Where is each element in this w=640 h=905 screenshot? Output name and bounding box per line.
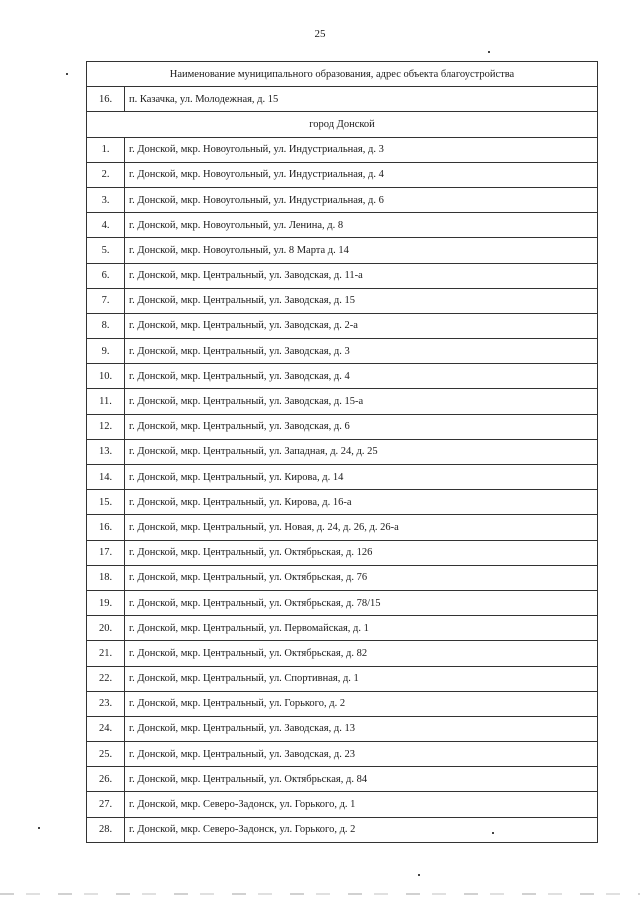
row-number: 20. (87, 616, 125, 641)
table-row (87, 389, 598, 414)
row-number: 9. (87, 339, 125, 364)
row-number: 21. (87, 641, 125, 666)
row-address: г. Донской, мкр. Центральный, ул. Заводская, д. 3 (125, 339, 598, 364)
table-header-row (87, 62, 598, 87)
row-address: г. Донской, мкр. Центральный, ул. Горького, д. 2 (125, 691, 598, 716)
table-row (87, 414, 598, 439)
row-number: 27. (87, 792, 125, 817)
row-address: г. Донской, мкр. Центральный, ул. Заводская, д. 4 (125, 364, 598, 389)
row-number: 5. (87, 238, 125, 263)
table-row (87, 439, 598, 464)
row-address: г. Донской, мкр. Центральный, ул. Октябрьская, д. 82 (125, 641, 598, 666)
row-number: 19. (87, 590, 125, 615)
table-row (87, 339, 598, 364)
table-row (87, 465, 598, 490)
row-address: г. Донской, мкр. Центральный, ул. Заводская, д. 2-а (125, 313, 598, 338)
address-table (86, 61, 598, 843)
scan-speck (492, 832, 494, 834)
row-number: 4. (87, 213, 125, 238)
row-number: 17. (87, 540, 125, 565)
row-number: 2. (87, 162, 125, 187)
table-header: Наименование муниципального образования, адрес объекта благоустройства (87, 62, 598, 87)
row-number: 8. (87, 313, 125, 338)
table-row (87, 187, 598, 212)
row-address: г. Донской, мкр. Северо-Задонск, ул. Горького, д. 1 (125, 792, 598, 817)
table-row (87, 490, 598, 515)
address-table-body (87, 62, 598, 843)
table-row (87, 792, 598, 817)
row-number: 18. (87, 565, 125, 590)
row-number: 7. (87, 288, 125, 313)
row-number: 28. (87, 817, 125, 842)
table-row (87, 162, 598, 187)
row-address: г. Донской, мкр. Центральный, ул. Заводская, д. 23 (125, 742, 598, 767)
row-number: 23. (87, 691, 125, 716)
table-row (87, 364, 598, 389)
table-row (87, 540, 598, 565)
section-row (87, 112, 598, 137)
row-address: г. Донской, мкр. Центральный, ул. Спортивная, д. 1 (125, 666, 598, 691)
row-address: г. Донской, мкр. Центральный, ул. Кирова, д. 14 (125, 465, 598, 490)
row-number: 16. (87, 87, 125, 112)
row-number: 24. (87, 716, 125, 741)
row-address: г. Донской, мкр. Центральный, ул. Октябрьская, д. 84 (125, 767, 598, 792)
table-row (87, 213, 598, 238)
row-address: г. Донской, мкр. Центральный, ул. Кирова, д. 16-а (125, 490, 598, 515)
table-row (87, 742, 598, 767)
row-address: п. Казачка, ул. Молодежная, д. 15 (125, 87, 598, 112)
table-row (87, 238, 598, 263)
scan-speck (38, 827, 40, 829)
row-address: г. Донской, мкр. Центральный, ул. Западная, д. 24, д. 25 (125, 439, 598, 464)
row-address: г. Донской, мкр. Центральный, ул. Заводская, д. 15-а (125, 389, 598, 414)
row-number: 12. (87, 414, 125, 439)
section-title: город Донской (87, 112, 598, 137)
page-number: 25 (314, 28, 326, 40)
row-number: 22. (87, 666, 125, 691)
row-number: 1. (87, 137, 125, 162)
table-row (87, 263, 598, 288)
table-row (87, 691, 598, 716)
table-row (87, 137, 598, 162)
row-address: г. Донской, мкр. Центральный, ул. Новая, д. 24, д. 26, д. 26-а (125, 515, 598, 540)
row-address: г. Донской, мкр. Центральный, ул. Октябрьская, д. 78/15 (125, 590, 598, 615)
table-row (87, 641, 598, 666)
row-number: 16. (87, 515, 125, 540)
row-number: 11. (87, 389, 125, 414)
scan-artifact-line (0, 893, 640, 895)
row-address: г. Донской, мкр. Центральный, ул. Заводская, д. 13 (125, 716, 598, 741)
scan-speck (418, 874, 420, 876)
row-address: г. Донской, мкр. Новоугольный, ул. 8 Марта д. 14 (125, 238, 598, 263)
scan-speck (66, 73, 68, 75)
table-row (87, 767, 598, 792)
row-number: 3. (87, 187, 125, 212)
row-address: г. Донской, мкр. Новоугольный, ул. Индустриальная, д. 3 (125, 137, 598, 162)
table-row (87, 590, 598, 615)
row-number: 15. (87, 490, 125, 515)
table-row (87, 288, 598, 313)
row-address: г. Донской, мкр. Новоугольный, ул. Индустриальная, д. 6 (125, 187, 598, 212)
table-row (87, 515, 598, 540)
row-address: г. Донской, мкр. Центральный, ул. Октябрьская, д. 76 (125, 565, 598, 590)
table-row (87, 666, 598, 691)
table-row (87, 817, 598, 842)
scan-speck (488, 51, 490, 53)
row-address: г. Донской, мкр. Центральный, ул. Заводская, д. 11-а (125, 263, 598, 288)
table-row (87, 565, 598, 590)
row-address: г. Донской, мкр. Центральный, ул. Заводская, д. 15 (125, 288, 598, 313)
row-address: г. Донской, мкр. Центральный, ул. Первомайская, д. 1 (125, 616, 598, 641)
table-row (87, 716, 598, 741)
row-number: 6. (87, 263, 125, 288)
row-address: г. Донской, мкр. Новоугольный, ул. Индустриальная, д. 4 (125, 162, 598, 187)
row-number: 13. (87, 439, 125, 464)
row-number: 26. (87, 767, 125, 792)
row-address: г. Донской, мкр. Центральный, ул. Октябрьская, д. 126 (125, 540, 598, 565)
row-number: 10. (87, 364, 125, 389)
table-row (87, 313, 598, 338)
row-address: г. Донской, мкр. Новоугольный, ул. Ленина, д. 8 (125, 213, 598, 238)
row-number: 14. (87, 465, 125, 490)
table-row (87, 616, 598, 641)
row-address: г. Донской, мкр. Северо-Задонск, ул. Горького, д. 2 (125, 817, 598, 842)
row-number: 25. (87, 742, 125, 767)
row-address: г. Донской, мкр. Центральный, ул. Заводская, д. 6 (125, 414, 598, 439)
table-row (87, 87, 598, 112)
